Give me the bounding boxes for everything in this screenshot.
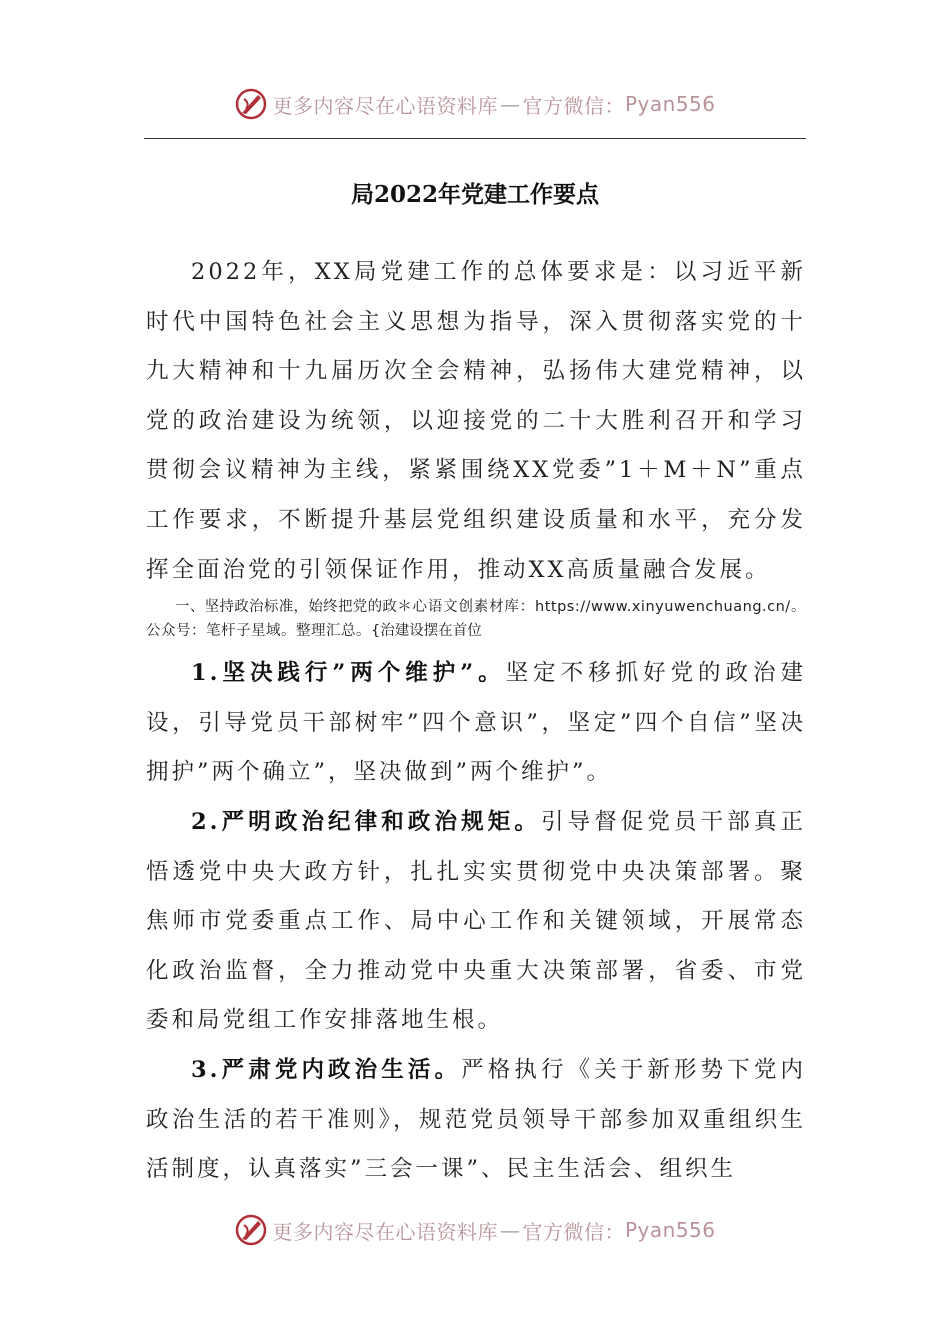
banner-wechat-id: Pyan556 xyxy=(624,92,716,116)
item-heading: 2.严明政治纪律和政治规矩。 xyxy=(191,808,541,835)
item-body: 引导督促党员干部真正悟透党中央大政方针，扎扎实实贯彻党中央决策部署。聚焦师市党委重点工作、局中心工作和关键领域，开展常态化政治监督，全力推动党中央重大决策部署，省委、市党委和局党组工作安排落地生根。 xyxy=(146,808,806,1034)
footer-banner xyxy=(0,1208,950,1252)
section-heading-suffix: {治建设摆在首位 xyxy=(371,623,482,640)
header-banner xyxy=(0,82,950,126)
header-divider xyxy=(144,138,806,139)
list-item xyxy=(146,649,806,798)
item-heading: 1.坚决践行”两个维护”。 xyxy=(191,660,506,687)
banner-wechat-label: 官方微信： xyxy=(522,93,625,118)
banner-separator: — xyxy=(499,92,521,116)
item-body: 严格执行《关于新形势下党内政治生活的若干准则》，规范党员领导干部参加双重组织生活制度，认真落实”三会一课”、民主生活会、组织生 xyxy=(146,1056,806,1183)
item-body: 坚定不移抓好党的政治建设，引导党员干部树牢”四个意识”，坚定”四个自信”坚决拥护”两个确立”，坚决做到”两个维护”。 xyxy=(146,660,806,786)
item-heading: 3.严肃党内政治生活。 xyxy=(191,1056,462,1083)
banner-text: 更多内容尽在心语资料库 xyxy=(272,93,498,118)
banner-text: 更多内容尽在心语资料库 xyxy=(272,1219,498,1244)
quill-logo-icon xyxy=(234,1213,268,1247)
quill-logo-icon xyxy=(234,87,268,121)
document-body xyxy=(146,248,806,1195)
list-item xyxy=(146,798,806,1046)
watermark-text: ＊心语文创素材库：https://www.xinyuwenchuang.cn/。公众号：笔杆子星域。整理汇总。 xyxy=(146,599,806,640)
list-item xyxy=(146,1046,806,1195)
section-heading-with-watermark xyxy=(146,595,806,649)
document-title: 局2022年党建工作要点 xyxy=(350,181,599,208)
banner-separator: — xyxy=(499,1218,521,1242)
intro-paragraph: 2022年，XX局党建工作的总体要求是：以习近平新时代中国特色社会主义思想为指导，深入贯彻落实党的十九大精神和十九届历次全会精神，弘扬伟大建党精神，以党的政治建设为统领，以迎接党的二十大胜利召开和学习贯彻会议精神为主线，紧紧围绕XX党委”1＋M＋N”重点工作要求，不断提升基层党组织建设质量和水平，充分发挥全面治党的引领保证作用，推动XX高质量融合发展。 xyxy=(146,259,806,583)
section-heading-prefix: 一、坚持政治标准，始终把党的政 xyxy=(175,599,398,616)
banner-wechat-id: Pyan556 xyxy=(624,1218,716,1242)
banner-wechat-label: 官方微信： xyxy=(522,1219,625,1244)
